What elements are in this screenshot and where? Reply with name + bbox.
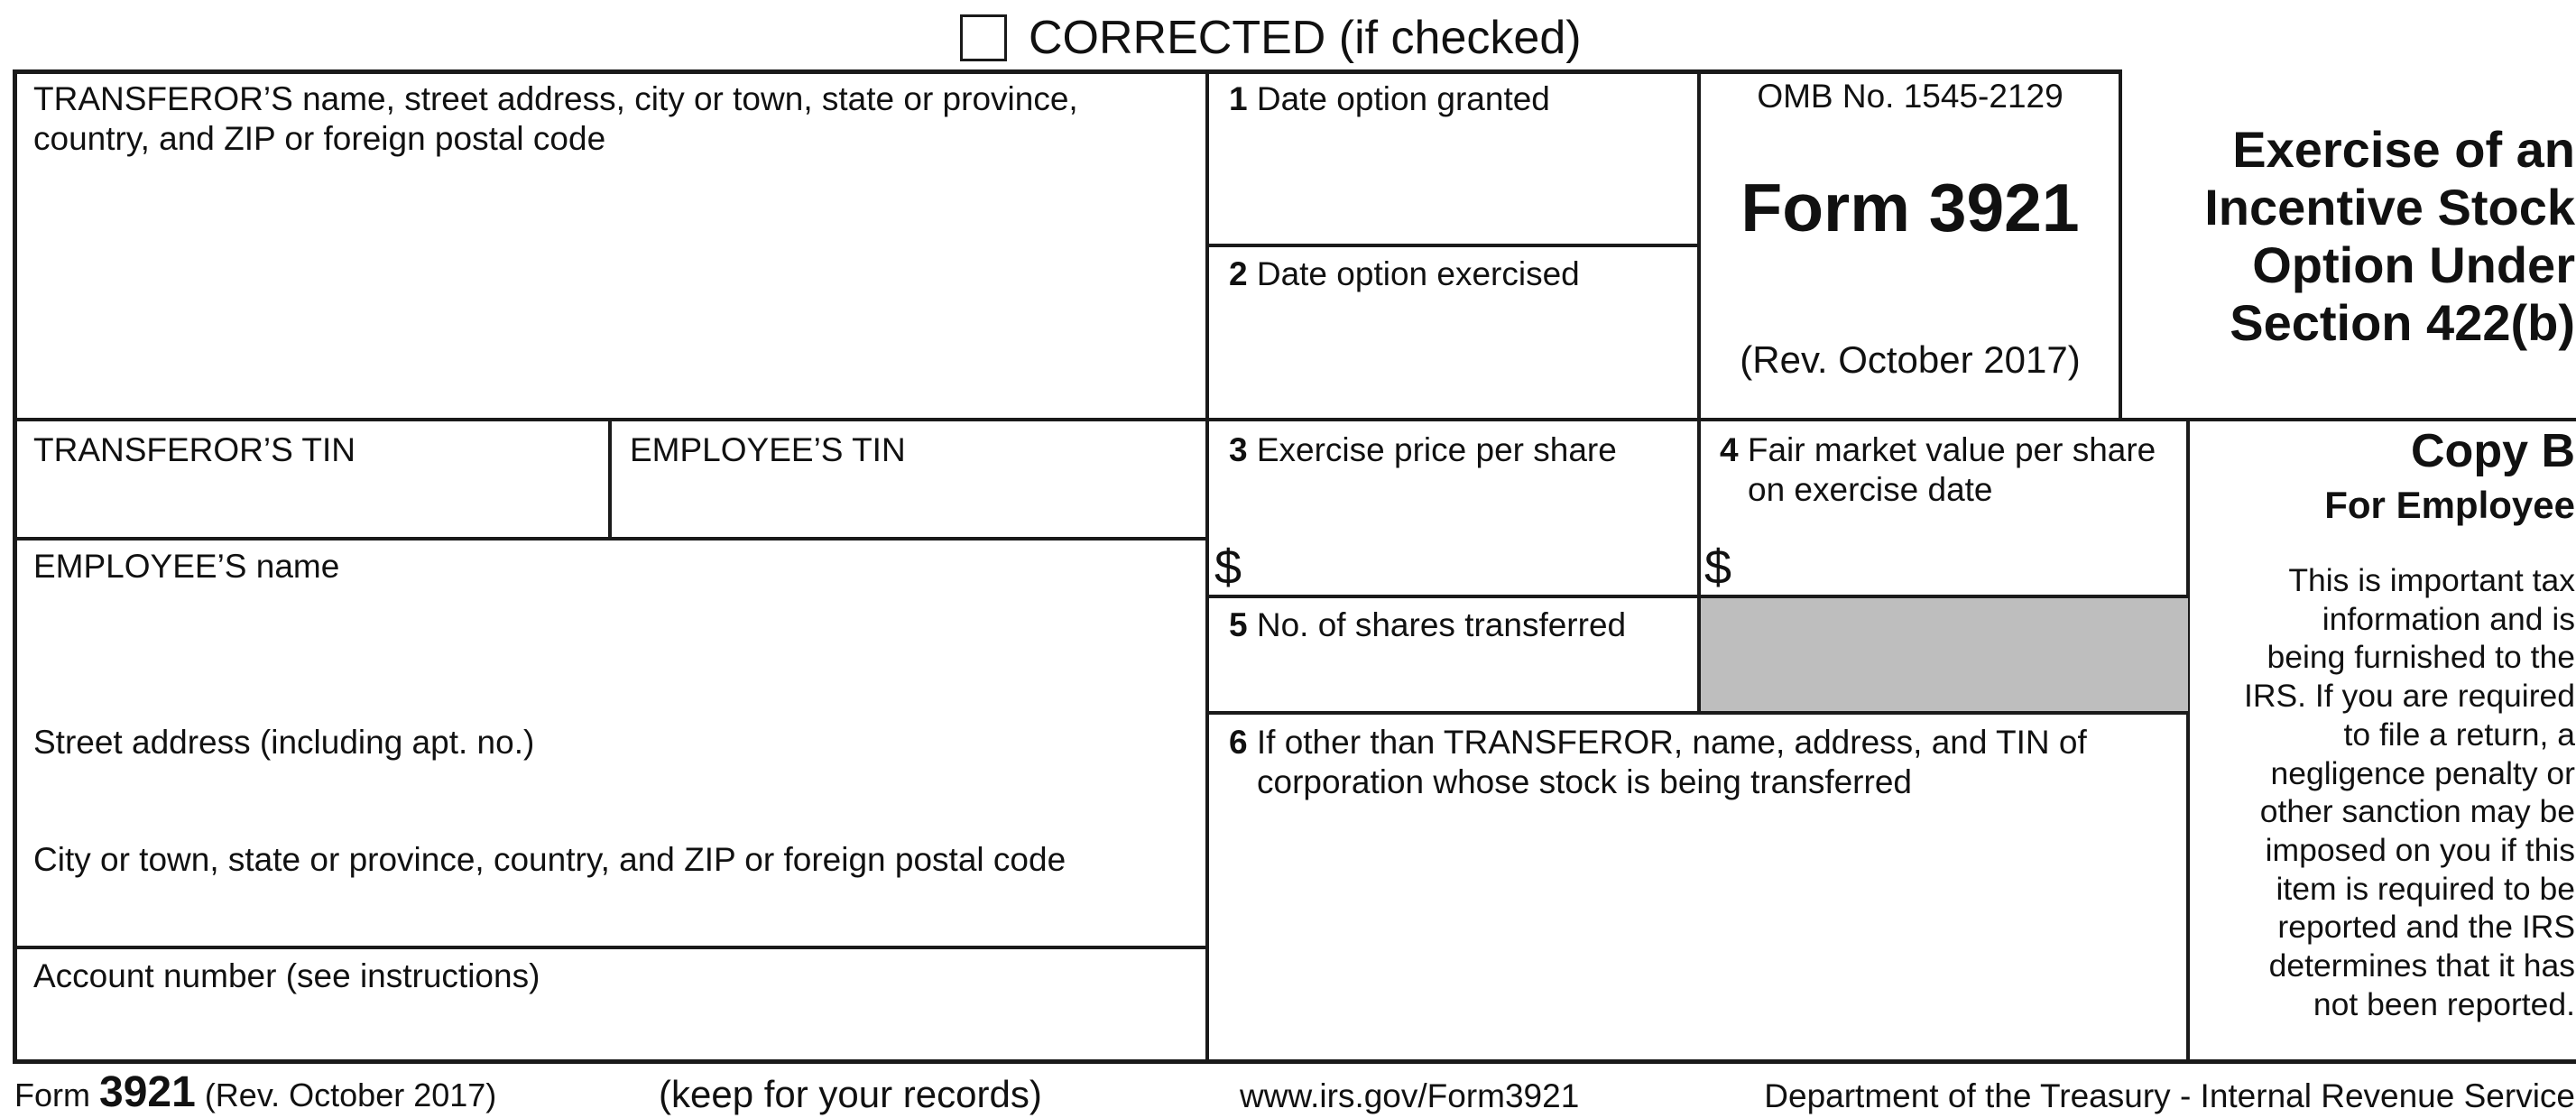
copy-notice	[2244, 561, 2575, 1023]
transferor-name-field[interactable]	[18, 162, 1200, 415]
box4-label-1	[1720, 430, 2156, 470]
copy-notice-line: other sanction may be	[2259, 793, 2575, 830]
transferor-name-label-2: country, and ZIP or foreign postal code	[33, 120, 606, 157]
box5-number: 5	[1229, 606, 1248, 643]
omb-number: OMB No. 1545-2129	[1757, 78, 2064, 115]
copy-notice-line: being furnished to the	[2267, 639, 2575, 676]
copy-subheading: For Employee	[2324, 484, 2575, 526]
copy-notice-line: imposed on you if this	[2265, 831, 2575, 868]
box4-field[interactable]	[1735, 541, 2183, 592]
street-address-field[interactable]	[18, 765, 1200, 837]
form-title	[2204, 121, 2575, 352]
employee-tin-label: EMPLOYEE’S TIN	[630, 431, 906, 468]
copy-notice-line: item is required to be	[2276, 870, 2575, 907]
divider-col3	[2119, 69, 2122, 420]
divider-box1-box2	[1207, 244, 1699, 247]
title-line-1: Exercise of an	[2232, 121, 2575, 178]
footer-url[interactable]: www.irs.gov/Form3921	[1240, 1077, 1580, 1114]
box4-number: 4	[1720, 431, 1739, 468]
divider-row-1050	[13, 946, 1207, 949]
copy-notice-line: to file a return, a	[2343, 716, 2575, 753]
copy-notice-line: reported and the IRS	[2277, 909, 2575, 946]
footer-keep-notice: (keep for your records)	[659, 1073, 1042, 1115]
form-number: 3921	[1928, 170, 2080, 245]
box6-text-1: If other than TRANSFEROR, name, address, and TIN of	[1256, 724, 2087, 761]
box6-field[interactable]	[1211, 808, 2184, 1056]
box6-label-2: corporation whose stock is being transferred	[1257, 763, 1912, 800]
transferor-tin-label: TRANSFEROR’S TIN	[33, 431, 356, 468]
title-line-3: Option Under	[2252, 236, 2575, 293]
box2-number: 2	[1229, 255, 1248, 292]
copy-notice-line: information and is	[2322, 600, 2575, 637]
footer-department: Department of the Treasury - Internal Revenue Service	[1764, 1077, 2575, 1114]
divider-col4	[2186, 419, 2190, 1062]
account-number-label: Account number (see instructions)	[33, 957, 540, 994]
box3-text: Exercise price per share	[1256, 431, 1617, 468]
box5-field[interactable]	[1211, 648, 1694, 707]
border-top	[13, 69, 2122, 74]
box2-label	[1229, 254, 1580, 294]
box2-field[interactable]	[1211, 298, 1694, 415]
box1-number: 1	[1229, 80, 1248, 117]
box2-text: Date option exercised	[1256, 255, 1580, 292]
form-number-heading	[1702, 170, 2119, 245]
copy-notice-line: not been reported.	[2313, 985, 2575, 1022]
divider-col1	[1205, 69, 1209, 1062]
footer-revision: (Rev. October 2017)	[204, 1076, 497, 1113]
footer-form-id	[14, 1070, 496, 1118]
box4-label-2: on exercise date	[1748, 471, 1993, 508]
corrected-label: CORRECTED (if checked)	[1029, 12, 1582, 64]
box6-number: 6	[1229, 724, 1248, 761]
box1-label	[1229, 79, 1550, 119]
copy-heading: Copy B	[2411, 425, 2575, 477]
divider-row-597	[13, 537, 1207, 541]
account-number-field[interactable]	[18, 998, 1200, 1056]
box3-field[interactable]	[1245, 541, 1694, 592]
box6-label-1	[1229, 722, 2087, 762]
box3-number: 3	[1229, 431, 1248, 468]
copy-notice-line: determines that it has	[2268, 947, 2575, 984]
box3-currency: $	[1214, 541, 1242, 595]
corrected-checkbox[interactable]	[960, 14, 1007, 61]
box5-label	[1229, 605, 1626, 645]
copy-notice-line: This is important tax	[2288, 562, 2575, 598]
border-left	[13, 69, 17, 1064]
divider-row-790	[1207, 711, 2188, 715]
shaded-box	[1701, 598, 2188, 711]
footer-form-number: 3921	[99, 1068, 196, 1116]
city-label: City or town, state or province, country, and ZIP or foreign postal code	[33, 841, 1066, 878]
copy-notice-line: IRS. If you are required	[2243, 678, 2575, 715]
transferor-tin-field[interactable]	[18, 471, 605, 534]
divider-row-466	[13, 418, 2576, 421]
employee-name-label: EMPLOYEE’S name	[33, 548, 340, 585]
footer-form-prefix: Form	[14, 1076, 90, 1113]
employee-name-field[interactable]	[18, 588, 1200, 724]
border-bottom	[13, 1059, 2576, 1064]
divider-tin	[608, 420, 612, 539]
box3-label	[1229, 430, 1617, 470]
box4-currency: $	[1704, 541, 1732, 595]
title-line-2: Incentive Stock	[2204, 179, 2575, 236]
transferor-name-label-1: TRANSFEROR’S name, street address, city or town, state or province,	[33, 80, 1078, 117]
copy-notice-line: negligence penalty or	[2270, 754, 2575, 791]
box1-text: Date option granted	[1256, 80, 1550, 117]
box4-text-1: Fair market value per share	[1747, 431, 2156, 468]
form-prefix: Form	[1740, 170, 1910, 245]
title-line-4: Section 422(b)	[2230, 294, 2575, 351]
form-revision: (Rev. October 2017)	[1740, 338, 2081, 381]
box1-field[interactable]	[1211, 122, 1694, 241]
employee-tin-field[interactable]	[614, 471, 1202, 534]
box5-text: No. of shares transferred	[1256, 606, 1627, 643]
street-address-label: Street address (including apt. no.)	[33, 724, 535, 761]
city-field[interactable]	[18, 882, 1200, 942]
